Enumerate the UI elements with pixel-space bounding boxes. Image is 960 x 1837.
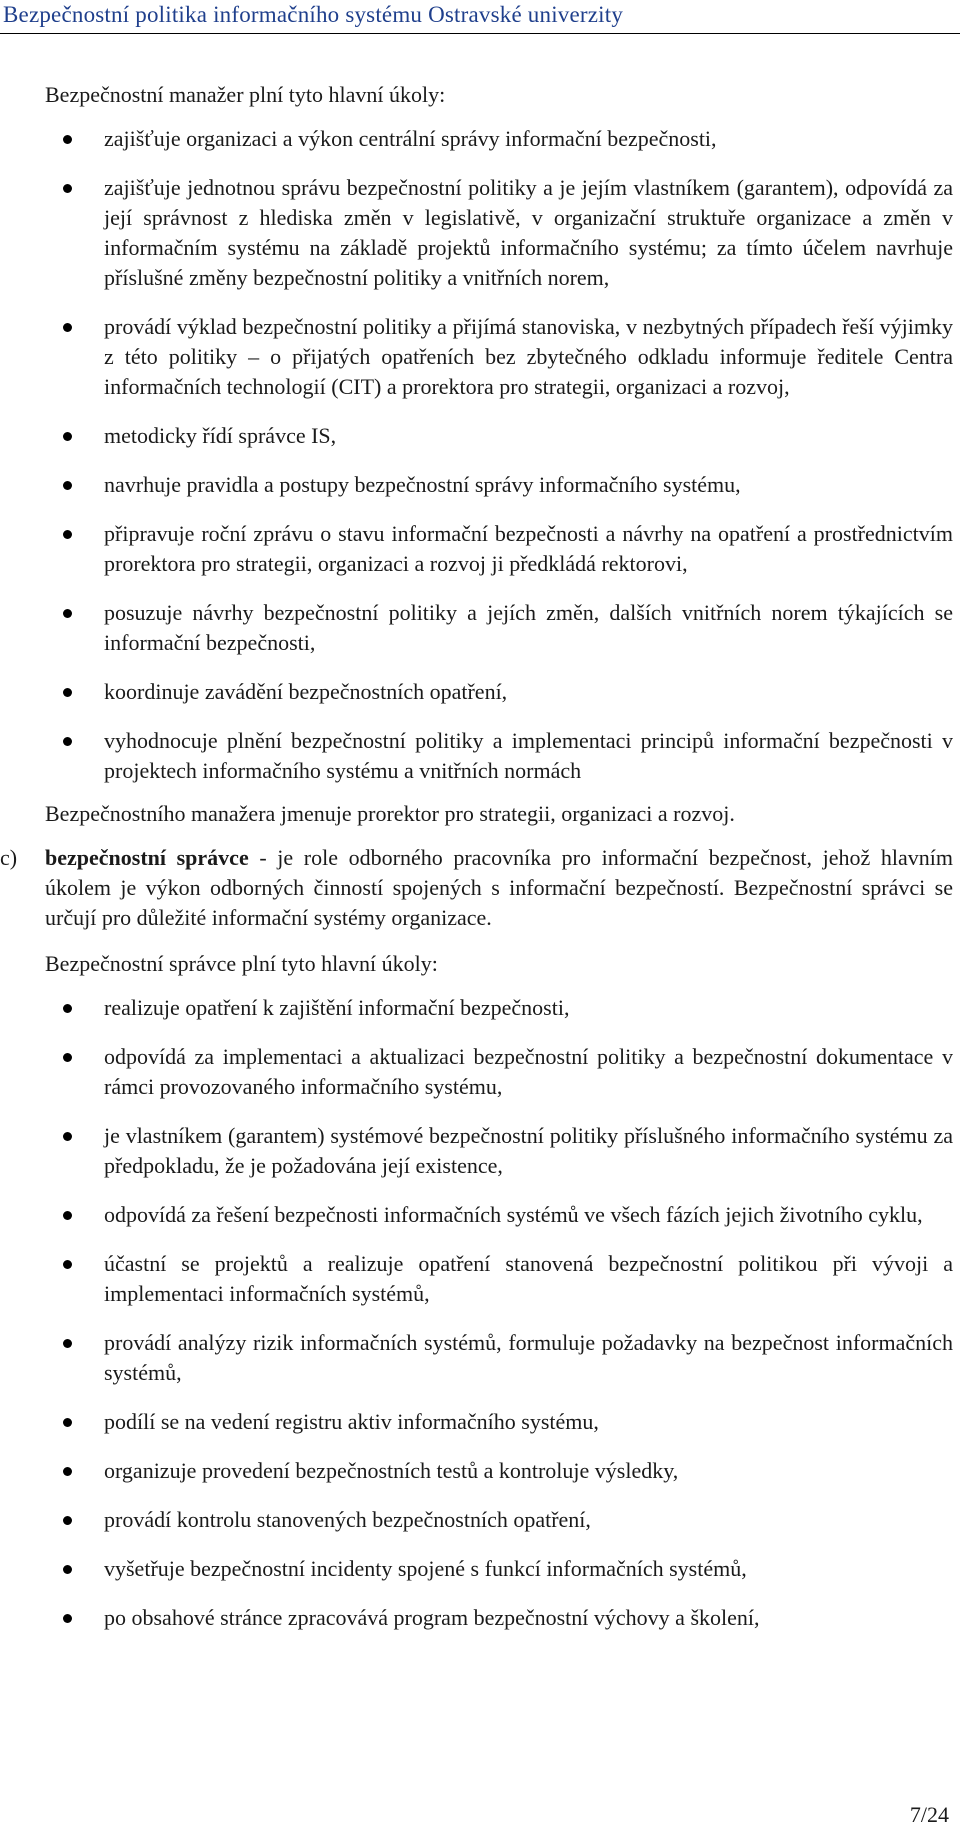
list-item-text: realizuje opatření k zajištění informační bezpečnosti, [104, 995, 570, 1020]
page-number: 7/24 [909, 1802, 949, 1827]
bullet-icon [63, 1004, 72, 1013]
list-item [45, 1200, 953, 1230]
manager-appointment-note: Bezpečnostního manažera jmenuje prorektor pro strategii, organizaci a rozvoj. [45, 801, 735, 826]
list-item [45, 470, 953, 500]
list-item [45, 312, 953, 402]
list-item-text: provádí analýzy rizik informačních systémů, formuluje požadavky na bezpečnost informačních systémů, [104, 1330, 953, 1385]
role-term: bezpečnostní správce [45, 845, 249, 870]
list-item-text: koordinuje zavádění bezpečnostních opatření, [104, 679, 508, 704]
list-item-text: zajišťuje organizaci a výkon centrální správy informační bezpečnosti, [104, 126, 717, 151]
bullet-icon [63, 1467, 72, 1476]
bullet-icon [63, 609, 72, 618]
list-item-text: zajišťuje jednotnou správu bezpečnostní politiky a je jejím vlastníkem (garantem), odpovídá za její správnost z hlediska změn v legislativě, v organizační struktuře organizace a změn v informačním systému na základě projektů informačního systému; za tímto účelem navrhuje příslušné změny bezpečnostní politiky a vnitřních norem, [104, 175, 953, 290]
bullet-icon [63, 1132, 72, 1141]
list-item-text: organizuje provedení bezpečnostních testů a kontroluje výsledky, [104, 1458, 679, 1483]
list-item [45, 421, 953, 451]
document-body [0, 80, 953, 1652]
bullet-icon [63, 737, 72, 746]
list-item [45, 1505, 953, 1535]
list-item [45, 677, 953, 707]
bullet-icon [63, 184, 72, 193]
list-item [45, 598, 953, 658]
list-item [45, 993, 953, 1023]
bullet-icon [63, 688, 72, 697]
list-item [45, 1603, 953, 1633]
bullet-icon [63, 1565, 72, 1574]
list-item-text: vyšetřuje bezpečnostní incidenty spojené s funkcí informačních systémů, [104, 1556, 747, 1581]
running-header: Bezpečnostní politika informačního systému Ostravské univerzity [0, 0, 960, 34]
list-item-text: provádí kontrolu stanovených bezpečnostních opatření, [104, 1507, 591, 1532]
list-item-text: odpovídá za implementaci a aktualizaci bezpečnostní politiky a bezpečnostní dokumentace v rámci provozovaného informačního systému, [104, 1044, 953, 1099]
admin-task-list [45, 993, 953, 1633]
item-marker: c) [0, 845, 18, 870]
list-item-text: po obsahové stránce zpracovává program bezpečnostní výchovy a školení, [104, 1605, 760, 1630]
list-item-text: připravuje roční zprávu o stavu informační bezpečnosti a návrhy na opatření a prostřednictvím prorektora pro strategii, organizaci a rozvoj ji předkládá rektorovi, [104, 521, 953, 576]
admin-intro: Bezpečnostní správce plní tyto hlavní úkoly: [45, 951, 438, 976]
role-description: - je role odborného pracovníka pro informační bezpečnost, jehož hlavním úkolem je výkon odborných činností spojených s informační bezpečností. Bezpečnostní správci se určují pro důležité informační systémy organizace. [45, 845, 953, 930]
list-item [45, 1554, 953, 1584]
bullet-icon [63, 1339, 72, 1348]
list-item [45, 1456, 953, 1486]
bullet-icon [63, 432, 72, 441]
list-item-text: posuzuje návrhy bezpečnostní politiky a jejích změn, dalších vnitřních norem týkajících se informační bezpečnosti, [104, 600, 953, 655]
bullet-icon [63, 1418, 72, 1427]
bullet-icon [63, 323, 72, 332]
list-item [45, 1328, 953, 1388]
list-item [45, 1249, 953, 1309]
list-item [45, 173, 953, 293]
list-item-text: je vlastníkem (garantem) systémové bezpečnostní politiky příslušného informačního systému za předpokladu, že je požadována její existence, [104, 1123, 953, 1178]
list-item [45, 519, 953, 579]
list-item-text: metodicky řídí správce IS, [104, 423, 337, 448]
list-item-text: vyhodnocuje plnění bezpečnostní politiky a implementaci principů informační bezpečnosti v projektech informačního systému a vnitřních normách [104, 728, 953, 783]
list-item-text: odpovídá za řešení bezpečnosti informačních systémů ve všech fázích jejich životního cyklu, [104, 1202, 923, 1227]
bullet-icon [63, 1211, 72, 1220]
role-item-c [0, 843, 953, 933]
bullet-icon [63, 530, 72, 539]
list-item [45, 726, 953, 786]
bullet-icon [63, 1053, 72, 1062]
bullet-icon [63, 1260, 72, 1269]
bullet-icon [63, 1614, 72, 1623]
list-item-text: podílí se na vedení registru aktiv informačního systému, [104, 1409, 599, 1434]
list-item [45, 124, 953, 154]
manager-task-list [45, 124, 953, 786]
list-item [45, 1407, 953, 1437]
bullet-icon [63, 135, 72, 144]
list-item [45, 1042, 953, 1102]
list-item-text: provádí výklad bezpečnostní politiky a přijímá stanoviska, v nezbytných případech řeší výjimky z této politiky – o přijatých opatřeních bez zbytečného odkladu informuje ředitele Centra informačních technologií (CIT) a prorektora pro strategii, organizaci a rozvoj, [104, 314, 953, 399]
list-item-text: navrhuje pravidla a postupy bezpečnostní správy informačního systému, [104, 472, 741, 497]
list-item-text: účastní se projektů a realizuje opatření stanovená bezpečnostní politikou při vývoji a implementaci informačních systémů, [104, 1251, 953, 1306]
list-item [45, 1121, 953, 1181]
bullet-icon [63, 481, 72, 490]
bullet-icon [63, 1516, 72, 1525]
manager-intro: Bezpečnostní manažer plní tyto hlavní úkoly: [45, 82, 446, 107]
